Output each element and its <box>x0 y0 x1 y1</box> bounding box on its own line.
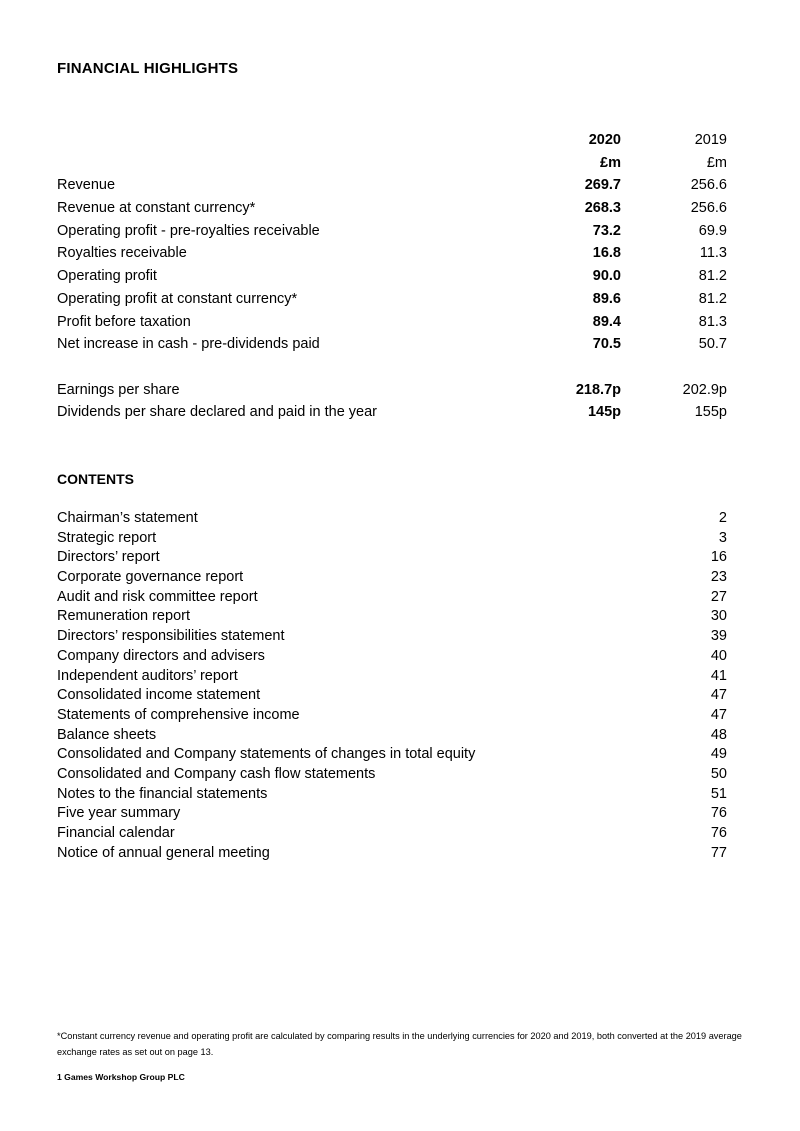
list-item <box>57 607 727 627</box>
row-label: Profit before taxation <box>57 313 191 330</box>
contents-item-label: Directors’ responsibilities statement <box>57 628 285 645</box>
year-2019-header: 2019 <box>694 132 727 148</box>
page-title: FINANCIAL HIGHLIGHTS <box>57 60 239 77</box>
contents-item-page: 76 <box>710 825 727 841</box>
value-2019: 81.2 <box>698 290 727 307</box>
table-row <box>57 242 727 265</box>
contents-item-page: 2 <box>718 510 727 526</box>
value-2020: 145p <box>587 404 621 421</box>
contents-item-page: 16 <box>710 549 727 566</box>
contents-list <box>57 509 727 863</box>
list-item <box>57 804 727 824</box>
contents-item-label: Directors’ report <box>57 549 160 566</box>
contents-item-label: Corporate governance report <box>57 569 244 586</box>
year-header-row <box>57 129 727 152</box>
value-2019: 81.2 <box>698 268 727 285</box>
contents-item-label: Statements of comprehensive income <box>57 706 300 723</box>
contents-item-page: 39 <box>710 628 727 645</box>
list-item <box>57 745 727 765</box>
value-2019: 69.9 <box>698 222 727 239</box>
contents-item-page: 47 <box>710 687 727 704</box>
unit-header-row <box>57 152 727 175</box>
table-row <box>57 379 727 402</box>
list-item <box>57 706 727 726</box>
value-2020: 89.6 <box>592 290 621 307</box>
contents-item-label: Company directors and advisers <box>57 647 265 664</box>
value-2019: 256.6 <box>690 177 727 194</box>
row-label: Dividends per share declared and paid in the year <box>57 404 378 421</box>
contents-item-page: 51 <box>710 785 727 802</box>
unit-2019-header: £m <box>706 154 727 171</box>
table-row <box>57 288 727 311</box>
contents-item-label: Strategic report <box>57 529 157 546</box>
contents-item-label: Consolidated and Company cash flow statements <box>57 765 376 782</box>
contents-item-label: Consolidated income statement <box>57 687 261 704</box>
value-2020: 89.4 <box>592 313 621 330</box>
value-2020: 269.7 <box>584 177 621 194</box>
contents-item-label: Chairman’s statement <box>57 510 198 526</box>
contents-item-label: Consolidated and Company statements of changes in total equity <box>57 746 476 763</box>
list-item <box>57 647 727 667</box>
list-item <box>57 548 727 568</box>
row-label: Revenue <box>57 177 116 194</box>
list-item <box>57 726 727 746</box>
value-2020: 268.3 <box>584 200 621 217</box>
unit-2020-header: £m <box>600 154 621 171</box>
value-2020: 90.0 <box>592 268 621 285</box>
contents-item-page: 76 <box>710 805 727 822</box>
list-item <box>57 509 727 529</box>
list-item <box>57 785 727 805</box>
contents-item-page: 23 <box>710 569 727 586</box>
value-2019: 256.6 <box>690 200 727 217</box>
list-item <box>57 824 727 844</box>
value-2019: 11.3 <box>699 245 727 262</box>
contents-item-page: 40 <box>710 647 727 664</box>
table-row <box>57 401 727 424</box>
footnote: *Constant currency revenue and operating profit are calculated by comparing results in the underlying currencies for 2020 and 2019, both converted at the 2019 average exchange rates as set out on page 13. <box>57 1031 742 1057</box>
list-item <box>57 588 727 608</box>
contents-item-page: 41 <box>710 667 727 684</box>
list-item <box>57 627 727 647</box>
contents-item-label: Remuneration report <box>57 608 190 625</box>
list-item <box>57 844 727 864</box>
contents-item-label: Balance sheets <box>57 726 157 743</box>
contents-item-label: Independent auditors’ report <box>57 667 238 684</box>
contents-item-page: 3 <box>718 529 727 546</box>
list-item <box>57 765 727 785</box>
row-label: Net increase in cash - pre-dividends paid <box>57 336 320 353</box>
row-label: Earnings per share <box>57 381 180 398</box>
value-2020: 218.7p <box>575 381 621 398</box>
value-2020: 70.5 <box>592 336 621 353</box>
value-2019: 155p <box>694 404 727 421</box>
value-2019: 50.7 <box>698 336 727 353</box>
value-2020: 16.8 <box>592 245 621 262</box>
contents-item-label: Notes to the financial statements <box>57 785 268 802</box>
row-label: Operating profit at constant currency* <box>57 290 298 307</box>
table-row <box>57 174 727 197</box>
contents-item-label: Audit and risk committee report <box>57 588 258 605</box>
value-2019: 81.3 <box>698 313 727 330</box>
table-row <box>57 333 727 356</box>
financial-highlights-table <box>57 129 727 424</box>
value-2019: 202.9p <box>682 381 727 398</box>
row-label: Royalties receivable <box>57 245 187 262</box>
contents-item-page: 49 <box>710 746 727 763</box>
value-2020: 73.2 <box>592 222 621 239</box>
table-row <box>57 311 727 334</box>
contents-item-label: Five year summary <box>57 805 181 822</box>
contents-item-page: 77 <box>710 844 727 861</box>
contents-item-label: Notice of annual general meeting <box>57 844 270 861</box>
contents-title: CONTENTS <box>57 471 134 487</box>
row-label: Operating profit - pre-royalties receivable <box>57 222 320 239</box>
contents-item-page: 27 <box>710 588 727 605</box>
contents-item-page: 30 <box>710 608 727 625</box>
row-label: Operating profit <box>57 268 157 285</box>
list-item <box>57 529 727 549</box>
table-row <box>57 197 727 220</box>
year-2020-header: 2020 <box>588 132 621 148</box>
contents-item-page: 50 <box>710 765 727 782</box>
list-item <box>57 568 727 588</box>
table-row <box>57 220 727 243</box>
contents-item-label: Financial calendar <box>57 825 175 841</box>
table-row <box>57 265 727 288</box>
row-label: Revenue at constant currency* <box>57 200 256 217</box>
list-item <box>57 667 727 687</box>
list-item <box>57 686 727 706</box>
contents-item-page: 48 <box>710 726 727 743</box>
contents-item-page: 47 <box>710 706 727 723</box>
page-footer: 1 Games Workshop Group PLC <box>57 1072 185 1082</box>
